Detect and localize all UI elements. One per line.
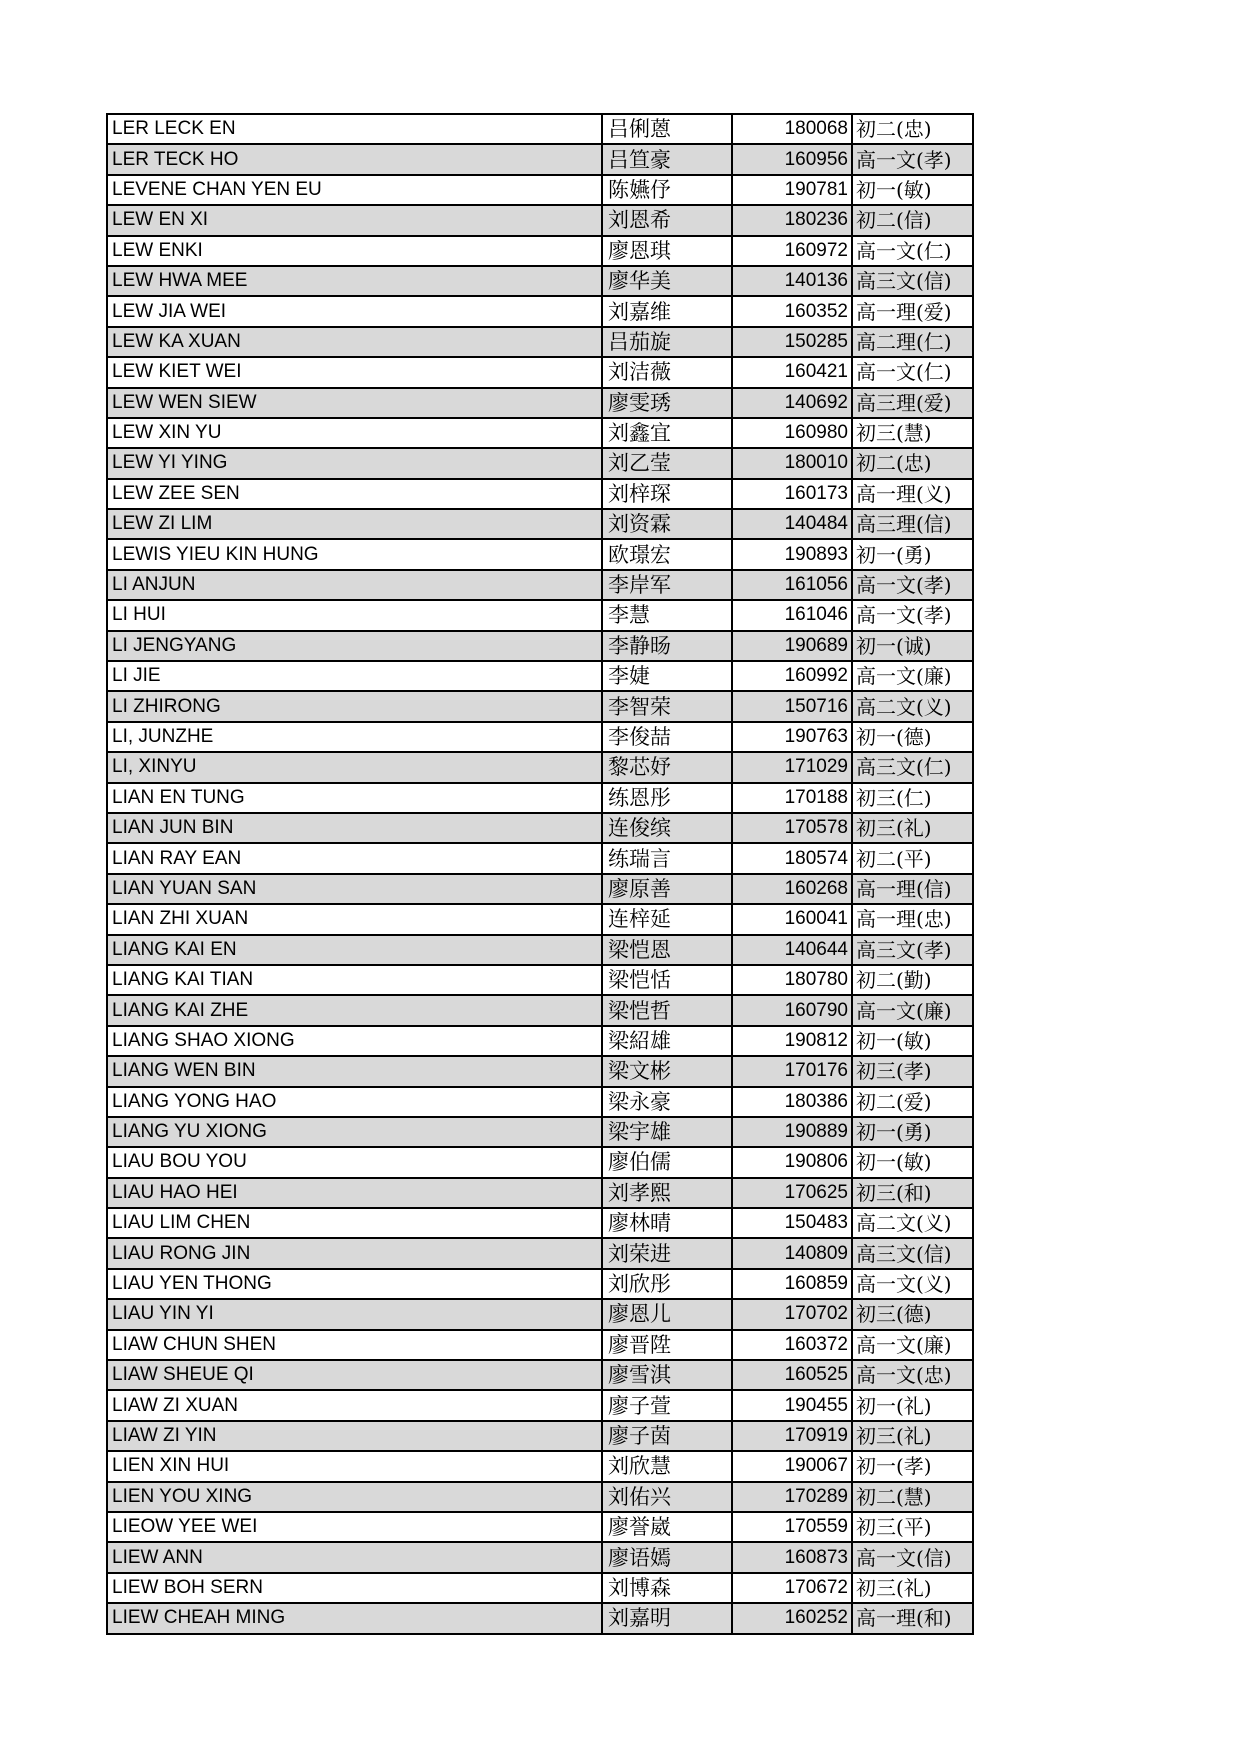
student-name: LEWIS YIEU KIN HUNG	[107, 539, 602, 569]
class-name: 高二理(仁)	[852, 327, 973, 357]
class-name: 初二(勤)	[852, 965, 973, 995]
table-row	[107, 631, 973, 661]
chinese-name: 梁恺恬	[602, 965, 732, 995]
student-name: LIAW ZI XUAN	[107, 1390, 602, 1420]
table-row	[107, 1026, 973, 1056]
chinese-name: 廖恩儿	[602, 1299, 732, 1329]
chinese-name: 廖雪淇	[602, 1360, 732, 1390]
chinese-name: 廖伯儒	[602, 1147, 732, 1177]
class-name: 初三(慧)	[852, 418, 973, 448]
student-name: LIANG WEN BIN	[107, 1056, 602, 1086]
chinese-name: 刘洁薇	[602, 357, 732, 387]
student-name: LIAW ZI YIN	[107, 1421, 602, 1451]
student-id: 160859	[732, 1269, 852, 1299]
student-id: 170188	[732, 783, 852, 813]
table-row	[107, 1573, 973, 1603]
table-row	[107, 1238, 973, 1268]
class-name: 初二(慧)	[852, 1482, 973, 1512]
class-name: 高三文(孝)	[852, 935, 973, 965]
class-name: 高三文(信)	[852, 266, 973, 296]
chinese-name: 廖誉崴	[602, 1512, 732, 1542]
student-id: 170578	[732, 813, 852, 843]
student-id: 161046	[732, 600, 852, 630]
student-id: 140692	[732, 388, 852, 418]
table-row	[107, 691, 973, 721]
class-name: 初二(爱)	[852, 1087, 973, 1117]
table-row	[107, 1542, 973, 1572]
student-name: LIAU LIM CHEN	[107, 1208, 602, 1238]
student-name: LIANG KAI EN	[107, 935, 602, 965]
student-name: LIAU YEN THONG	[107, 1269, 602, 1299]
student-name: LI, JUNZHE	[107, 722, 602, 752]
student-name: LEW KA XUAN	[107, 327, 602, 357]
class-name: 初三(和)	[852, 1178, 973, 1208]
table-row	[107, 904, 973, 934]
class-name: 初一(敏)	[852, 1026, 973, 1056]
class-name: 高一文(仁)	[852, 236, 973, 266]
class-name: 高一理(和)	[852, 1603, 973, 1633]
student-id: 161056	[732, 570, 852, 600]
student-id: 150285	[732, 327, 852, 357]
chinese-name: 梁宇雄	[602, 1117, 732, 1147]
student-id: 190893	[732, 539, 852, 569]
table-row	[107, 1512, 973, 1542]
chinese-name: 连梓延	[602, 904, 732, 934]
student-name: LER TECK HO	[107, 144, 602, 174]
table-row	[107, 1360, 973, 1390]
class-name: 高二文(义)	[852, 691, 973, 721]
student-name: LEW ENKI	[107, 236, 602, 266]
table-row	[107, 175, 973, 205]
student-id: 160972	[732, 236, 852, 266]
class-name: 初一(勇)	[852, 1117, 973, 1147]
chinese-name: 刘博森	[602, 1573, 732, 1603]
table-row	[107, 479, 973, 509]
chinese-name: 廖语嫣	[602, 1542, 732, 1572]
chinese-name: 廖林晴	[602, 1208, 732, 1238]
student-name: LEW ZEE SEN	[107, 479, 602, 509]
chinese-name: 梁永豪	[602, 1087, 732, 1117]
student-id: 160372	[732, 1330, 852, 1360]
chinese-name: 练瑞言	[602, 843, 732, 873]
student-name: LIAU HAO HEI	[107, 1178, 602, 1208]
student-id: 160790	[732, 995, 852, 1025]
class-name: 初一(诚)	[852, 631, 973, 661]
student-id: 140136	[732, 266, 852, 296]
student-id: 150483	[732, 1208, 852, 1238]
student-name: LI JENGYANG	[107, 631, 602, 661]
student-name: LIAN ZHI XUAN	[107, 904, 602, 934]
class-name: 初二(平)	[852, 843, 973, 873]
class-name: 初三(平)	[852, 1512, 973, 1542]
table-row	[107, 1330, 973, 1360]
student-id: 190067	[732, 1451, 852, 1481]
chinese-name: 陈嬿伃	[602, 175, 732, 205]
student-id: 160992	[732, 661, 852, 691]
chinese-name: 李智荣	[602, 691, 732, 721]
chinese-name: 廖晋陞	[602, 1330, 732, 1360]
student-id: 140484	[732, 509, 852, 539]
class-name: 高一文(义)	[852, 1269, 973, 1299]
chinese-name: 刘欣彤	[602, 1269, 732, 1299]
student-name: LIEW ANN	[107, 1542, 602, 1572]
chinese-name: 刘嘉明	[602, 1603, 732, 1633]
table-row	[107, 509, 973, 539]
chinese-name: 刘荣进	[602, 1238, 732, 1268]
student-id: 170672	[732, 1573, 852, 1603]
student-name: LEW KIET WEI	[107, 357, 602, 387]
class-name: 初三(礼)	[852, 813, 973, 843]
student-id: 170625	[732, 1178, 852, 1208]
student-id: 160525	[732, 1360, 852, 1390]
table-row	[107, 1117, 973, 1147]
table-row	[107, 1208, 973, 1238]
student-name: LI HUI	[107, 600, 602, 630]
chinese-name: 刘资霖	[602, 509, 732, 539]
table-row	[107, 1421, 973, 1451]
student-name: LIAN YUAN SAN	[107, 874, 602, 904]
student-name: LIANG KAI TIAN	[107, 965, 602, 995]
student-id: 190781	[732, 175, 852, 205]
class-name: 初二(忠)	[852, 114, 973, 144]
chinese-name: 连俊缤	[602, 813, 732, 843]
class-name: 初一(敏)	[852, 1147, 973, 1177]
table-row	[107, 600, 973, 630]
student-id: 160041	[732, 904, 852, 934]
table-row	[107, 296, 973, 326]
student-name: LIEW CHEAH MING	[107, 1603, 602, 1633]
student-name: LIAN JUN BIN	[107, 813, 602, 843]
student-name: LIAN EN TUNG	[107, 783, 602, 813]
class-name: 初三(礼)	[852, 1573, 973, 1603]
table-row	[107, 1299, 973, 1329]
student-id: 190806	[732, 1147, 852, 1177]
student-id: 160252	[732, 1603, 852, 1633]
student-name: LIEW BOH SERN	[107, 1573, 602, 1603]
class-name: 高一理(忠)	[852, 904, 973, 934]
chinese-name: 李静旸	[602, 631, 732, 661]
student-id: 171029	[732, 752, 852, 782]
chinese-name: 廖雯琇	[602, 388, 732, 418]
student-id: 180780	[732, 965, 852, 995]
table-row	[107, 935, 973, 965]
student-id: 190812	[732, 1026, 852, 1056]
student-id: 160873	[732, 1542, 852, 1572]
chinese-name: 刘佑兴	[602, 1482, 732, 1512]
student-id: 170289	[732, 1482, 852, 1512]
student-name: LI JIE	[107, 661, 602, 691]
class-name: 初一(勇)	[852, 539, 973, 569]
student-name: LIANG KAI ZHE	[107, 995, 602, 1025]
class-name: 高一文(廉)	[852, 661, 973, 691]
table-row	[107, 357, 973, 387]
chinese-name: 梁文彬	[602, 1056, 732, 1086]
student-id: 190689	[732, 631, 852, 661]
chinese-name: 梁恺哲	[602, 995, 732, 1025]
class-name: 初二(信)	[852, 205, 973, 235]
student-id: 160268	[732, 874, 852, 904]
chinese-name: 练恩彤	[602, 783, 732, 813]
class-name: 高一文(仁)	[852, 357, 973, 387]
class-name: 高二文(义)	[852, 1208, 973, 1238]
student-name: LIAW SHEUE QI	[107, 1360, 602, 1390]
class-name: 高一理(信)	[852, 874, 973, 904]
class-name: 高三文(仁)	[852, 752, 973, 782]
student-name: LIAU YIN YI	[107, 1299, 602, 1329]
class-name: 高一理(义)	[852, 479, 973, 509]
chinese-name: 廖原善	[602, 874, 732, 904]
table-row	[107, 388, 973, 418]
student-name: LIANG SHAO XIONG	[107, 1026, 602, 1056]
table-row	[107, 1087, 973, 1117]
student-id: 170702	[732, 1299, 852, 1329]
student-name: LEW HWA MEE	[107, 266, 602, 296]
class-name: 初二(忠)	[852, 448, 973, 478]
table-row	[107, 266, 973, 296]
table-row	[107, 236, 973, 266]
student-name: LIAN RAY EAN	[107, 843, 602, 873]
student-name: LIAU RONG JIN	[107, 1238, 602, 1268]
student-id: 180010	[732, 448, 852, 478]
table-row	[107, 843, 973, 873]
chinese-name: 吕笪豪	[602, 144, 732, 174]
student-name: LI ZHIRONG	[107, 691, 602, 721]
table-row	[107, 722, 973, 752]
table-row	[107, 783, 973, 813]
student-name: LIANG YONG HAO	[107, 1087, 602, 1117]
student-id: 170559	[732, 1512, 852, 1542]
table-row	[107, 418, 973, 448]
table-row	[107, 144, 973, 174]
class-name: 初一(敏)	[852, 175, 973, 205]
student-id: 160980	[732, 418, 852, 448]
table-row	[107, 1390, 973, 1420]
class-name: 初一(德)	[852, 722, 973, 752]
student-id: 160173	[732, 479, 852, 509]
class-name: 高一理(爱)	[852, 296, 973, 326]
table-row	[107, 1178, 973, 1208]
class-name: 初一(孝)	[852, 1451, 973, 1481]
class-name: 高一文(信)	[852, 1542, 973, 1572]
table-row	[107, 1147, 973, 1177]
chinese-name: 刘嘉维	[602, 296, 732, 326]
table-row	[107, 1451, 973, 1481]
student-id: 160956	[732, 144, 852, 174]
student-name: LEW ZI LIM	[107, 509, 602, 539]
table-row	[107, 448, 973, 478]
chinese-name: 梁紹雄	[602, 1026, 732, 1056]
student-id: 140644	[732, 935, 852, 965]
table-row	[107, 752, 973, 782]
chinese-name: 李婕	[602, 661, 732, 691]
chinese-name: 刘梓琛	[602, 479, 732, 509]
table-row	[107, 965, 973, 995]
chinese-name: 刘乙莹	[602, 448, 732, 478]
chinese-name: 刘欣慧	[602, 1451, 732, 1481]
student-name: LER LECK EN	[107, 114, 602, 144]
student-id: 180386	[732, 1087, 852, 1117]
chinese-name: 刘孝熙	[602, 1178, 732, 1208]
table-row	[107, 205, 973, 235]
table-row	[107, 539, 973, 569]
table-row	[107, 995, 973, 1025]
student-id: 160352	[732, 296, 852, 326]
chinese-name: 廖子萱	[602, 1390, 732, 1420]
class-name: 初三(孝)	[852, 1056, 973, 1086]
table-row	[107, 327, 973, 357]
class-name: 初三(德)	[852, 1299, 973, 1329]
class-name: 高三理(信)	[852, 509, 973, 539]
student-name: LIANG YU XIONG	[107, 1117, 602, 1147]
class-name: 高一文(孝)	[852, 570, 973, 600]
table-row	[107, 813, 973, 843]
class-name: 高三理(爱)	[852, 388, 973, 418]
class-name: 高一文(忠)	[852, 1360, 973, 1390]
chinese-name: 黎芯妤	[602, 752, 732, 782]
table-row	[107, 874, 973, 904]
chinese-name: 李慧	[602, 600, 732, 630]
chinese-name: 廖恩琪	[602, 236, 732, 266]
table-row	[107, 1482, 973, 1512]
class-name: 初三(礼)	[852, 1421, 973, 1451]
student-id: 160421	[732, 357, 852, 387]
student-id: 150716	[732, 691, 852, 721]
student-name: LIAU BOU YOU	[107, 1147, 602, 1177]
student-id: 190455	[732, 1390, 852, 1420]
table-row	[107, 114, 973, 144]
student-name: LEW EN XI	[107, 205, 602, 235]
student-id: 190763	[732, 722, 852, 752]
student-id: 190889	[732, 1117, 852, 1147]
chinese-name: 梁恺恩	[602, 935, 732, 965]
chinese-name: 吕俐蒽	[602, 114, 732, 144]
chinese-name: 廖子茵	[602, 1421, 732, 1451]
student-id: 180574	[732, 843, 852, 873]
chinese-name: 刘鑫宜	[602, 418, 732, 448]
student-name: LEW JIA WEI	[107, 296, 602, 326]
table-row	[107, 661, 973, 691]
chinese-name: 欧璟宏	[602, 539, 732, 569]
chinese-name: 李俊喆	[602, 722, 732, 752]
table-row	[107, 1269, 973, 1299]
chinese-name: 李岸军	[602, 570, 732, 600]
class-name: 初三(仁)	[852, 783, 973, 813]
chinese-name: 刘恩希	[602, 205, 732, 235]
class-name: 高一文(孝)	[852, 600, 973, 630]
class-name: 高三文(信)	[852, 1238, 973, 1268]
student-name: LIAW CHUN SHEN	[107, 1330, 602, 1360]
class-name: 高一文(廉)	[852, 995, 973, 1025]
student-table	[106, 113, 974, 1635]
class-name: 高一文(孝)	[852, 144, 973, 174]
chinese-name: 廖华美	[602, 266, 732, 296]
student-name: LEW YI YING	[107, 448, 602, 478]
student-name: LEW WEN SIEW	[107, 388, 602, 418]
class-name: 初一(礼)	[852, 1390, 973, 1420]
student-name: LIEN XIN HUI	[107, 1451, 602, 1481]
table-row	[107, 570, 973, 600]
student-id: 180068	[732, 114, 852, 144]
student-id: 170176	[732, 1056, 852, 1086]
table-row	[107, 1056, 973, 1086]
student-id: 140809	[732, 1238, 852, 1268]
table-row	[107, 1603, 973, 1633]
chinese-name: 吕茄旋	[602, 327, 732, 357]
student-name: LI, XINYU	[107, 752, 602, 782]
student-name: LEVENE CHAN YEN EU	[107, 175, 602, 205]
student-name: LEW XIN YU	[107, 418, 602, 448]
student-name: LI ANJUN	[107, 570, 602, 600]
student-name: LIEN YOU XING	[107, 1482, 602, 1512]
student-name: LIEOW YEE WEI	[107, 1512, 602, 1542]
student-id: 180236	[732, 205, 852, 235]
student-id: 170919	[732, 1421, 852, 1451]
class-name: 高一文(廉)	[852, 1330, 973, 1360]
